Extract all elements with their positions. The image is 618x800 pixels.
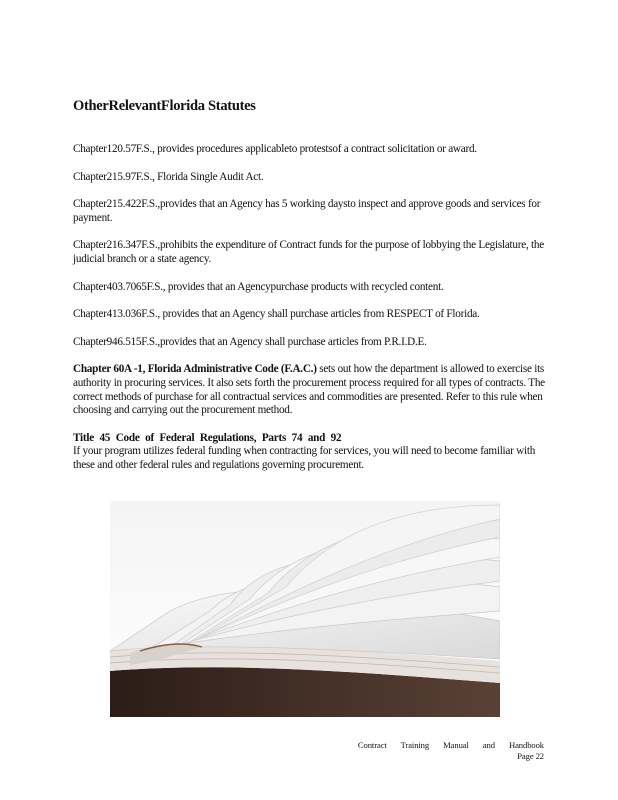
statute-paragraph-215-422: Chapter215.422F.S.,provides that an Agency has 5 working daysto inspect and approve goods and services for payment. bbox=[73, 198, 541, 224]
statutes-content bbox=[73, 143, 553, 481]
rule-lead-text: Chapter 60A -1, Florida Administrative Code (F.A.C.) bbox=[73, 363, 317, 376]
statute-paragraph-120-57: Chapter120.57F.S., provides procedures applicableto protestsof a contract solicitation or award. bbox=[73, 143, 477, 155]
rule-body-text: sets out how the department is allowed to exercise its authority in procuring services. It also sets forth the procurement process required for all types of contracts. The correct methods of purchase for all contractual services and commodities are presented. Refer to this rule when choosing and carrying out the procurement method. bbox=[73, 363, 545, 417]
open-book-photo bbox=[110, 501, 500, 717]
statute-paragraph-403-7065: Chapter403.7065F.S., provides that an Agencypurchase products with recycled content. bbox=[73, 280, 444, 293]
footer-title: Contract Training Manual and Handbook bbox=[357, 740, 544, 750]
federal-regulations-paragraph bbox=[73, 432, 553, 473]
statute-paragraph-215-97: Chapter215.97F.S., Florida Single Audit Act. bbox=[73, 170, 264, 183]
rule-paragraph-60a-1 bbox=[73, 363, 553, 417]
statute-paragraph-946-515: Chapter946.515F.S.,provides that an Agency shall purchase articles from P.R.I.D.E. bbox=[73, 335, 427, 348]
statute-paragraph-413-036: Chapter413.036F.S., provides that an Agency shall purchase articles from RESPECT of Florida. bbox=[73, 308, 480, 321]
page-heading: OtherRelevantFlorida Statutes bbox=[73, 98, 256, 114]
federal-regulations-body: If your program utilizes federal funding when contracting for services, you will need to become familiar with these and other federal rules and regulations governing procurement. bbox=[73, 445, 536, 471]
page-footer bbox=[358, 740, 544, 762]
footer-page-number: Page 22 bbox=[517, 751, 544, 761]
statute-paragraph-216-347: Chapter216.347F.S.,prohibits the expenditure of Contract funds for the purpose of lobbying the Legislature, the judicial branch or a state agency. bbox=[73, 239, 544, 265]
federal-regulations-title: Title 45 Code of Federal Regulations, Parts 74 and 92 bbox=[73, 431, 342, 444]
open-book-illustration bbox=[110, 501, 500, 717]
